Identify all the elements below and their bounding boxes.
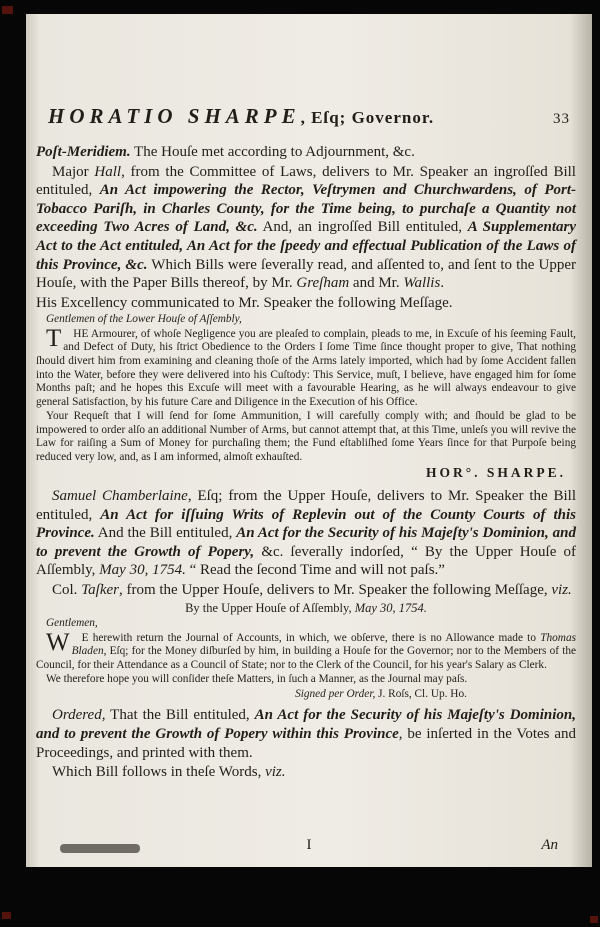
- scan-artifact: [590, 916, 598, 923]
- text-run: .: [440, 275, 445, 292]
- paragraph: [36, 601, 576, 617]
- text-run: Samuel Chamberlaine: [52, 488, 188, 505]
- running-title-suffix: , Eſq; Governor.: [300, 108, 435, 127]
- text-run: Greſham: [296, 275, 350, 292]
- text-run: We therefore hope you will conſider theſe Matters, in ſuch a Manner, as the Journal may paſs.: [46, 673, 468, 686]
- text-run: May 30, 1754.: [354, 600, 427, 615]
- text-run: , Eſq; for the Money diſburſed by him, in building a Houſe for the Governor; nor to the Members of the Council, for their Attendance as a Council of State; nor to the Clerk of the Council, for his year's Salary as Clerk.: [36, 645, 576, 671]
- text-run: An Act for the Security of his Majeſty's Dominion, and to prevent the Growth of Popery,: [36, 525, 576, 560]
- text-run: An Act for iſſuing Writs of Replevin out of the County Courts of this Province.: [36, 506, 576, 542]
- text-run: Poſt-Meridiem.: [36, 144, 131, 160]
- text-run: Col.: [52, 582, 82, 599]
- paragraph: [36, 294, 576, 313]
- text-run: and Mr.: [349, 275, 404, 292]
- text-run: HOR°. SHARPE.: [425, 465, 566, 481]
- paragraph: [36, 313, 576, 327]
- running-title: [48, 104, 434, 129]
- scan-artifact: [2, 912, 11, 919]
- scan-artifact: [2, 6, 13, 14]
- text-run: Ordered,: [52, 707, 106, 724]
- scan-artifact: [60, 844, 140, 853]
- paragraph: [36, 410, 576, 464]
- text-run: That the Bill entituled,: [105, 707, 255, 724]
- text-run: , from the Committee of Laws, delivers to Mr. Speaker an ingroſſed Bill entituled,: [36, 163, 576, 199]
- catchword: An: [541, 837, 558, 853]
- text-run: , Eſq; from the Upper Houſe, delivers to Mr. Speaker the Bill entituled,: [36, 488, 577, 523]
- text-run: Gentlemen of the Lower Houſe of Aſſembly,: [46, 313, 242, 326]
- text-run: Signed per Order,: [295, 687, 379, 700]
- text-run: J. Roſs, Cl. Up. Ho.: [378, 687, 467, 700]
- text-run: , from the Upper Houſe, delivers to Mr. Speaker the following Meſſage,: [118, 582, 552, 599]
- text-run: , be inſerted in the Votes and Proceedings, and printed with them.: [36, 726, 576, 761]
- text-run: T: [46, 324, 62, 352]
- paragraph: [36, 324, 576, 409]
- text-run: E herewith return the Journal of Accounts, in which, we obſerve, there is no Allowance made to: [81, 631, 541, 644]
- paragraph: [36, 763, 576, 782]
- text-run: The Houſe met according to Adjournment, &c.: [130, 144, 415, 160]
- paragraph: [36, 688, 576, 702]
- text-run: Taſker: [81, 582, 119, 599]
- text-run: “ Read the ſecond Time and will not paſs.”: [185, 562, 445, 579]
- text-run: Which Bill follows in theſe Words,: [52, 764, 266, 781]
- page-content: [26, 14, 592, 782]
- paragraph: [36, 706, 576, 762]
- text-run: &c. ſeverally indorſed, “ By the Upper Houſe of Aſſembly,: [36, 543, 577, 579]
- text-run: HE Armourer, of whoſe Negligence you are pleaſed to complain, pleads to me, in Excuſe of his ſeeming Fault, and Defect of Duty, his ſtrict Obedience to the Orders I ſome Time ſince thought proper to give, That nothing ſhould divert him from examining and cleaning thoſe of the Arms lately imported, which had by ſome Accident fallen into the Water, before they were delivered into his Cuſtody: This Service, muſt, I believe, have engaged him for ſome Months paſt; and he hopes this Excuſe will meet with a favourable Hearing, as he will always endeavour to give general Satisfaction, by his future Care and Diligence in the Execution of his Office.: [36, 327, 576, 408]
- text-run: Hall: [94, 163, 122, 180]
- text-run: Which Bills were ſeverally read, and aſſented to, and ſent to the Upper Houſe, with the Paper Bills thereof, by Mr.: [36, 256, 576, 292]
- paragraph: [36, 673, 576, 687]
- text-run: A Supplementary Act to the Act entituled, An Act for the ſpeedy and effectual Publication of the Laws of this Province, &c.: [36, 219, 577, 273]
- text-run: Wallis: [403, 275, 441, 292]
- text-run: W: [46, 628, 70, 656]
- text-run: Your Requeſt that I will ſend for ſome Ammunition, I will carefully comply with; and ſhould be glad to be impowered to order alſo an additional Number of Arms, but cannot attempt that, at this Time, unleſs you will revive the Law for raiſing a Sum of Money for purchaſing them; the Fund eſtabliſhed ſome Years ſince for that Purpoſe being reduced very low, and, as I am informed, almoſt exhauſted.: [36, 410, 576, 463]
- page-header: [36, 104, 576, 129]
- paragraph: [36, 581, 576, 600]
- text-run: viz.: [265, 764, 286, 781]
- paragraph: [36, 163, 576, 293]
- text-run: Gentlemen,: [46, 617, 98, 630]
- text-run: An Act impowering the Rector, Veſtrymen and Churchwardens, of Port-Tobacco Pariſh, in Charles County, for the Time being, to purchaſe a Quantity not exceeding Two Acres of Land, &c.: [36, 182, 576, 236]
- paragraph: [36, 143, 576, 162]
- text-run: His Excellency communicated to Mr. Speaker the following Meſſage.: [36, 294, 453, 311]
- page-paper: [26, 14, 592, 867]
- paragraph: [36, 487, 576, 580]
- text-run: And, an ingroſſed Bill entituled,: [257, 219, 468, 236]
- text-run: An Act for the Security of his Majeſty's Dominion, and to prevent the Growth of Popery within this Province: [36, 707, 576, 743]
- running-title-name: HORATIO SHARPE: [48, 104, 301, 128]
- text-run: viz.: [551, 582, 572, 599]
- paragraph: [36, 465, 576, 482]
- text-run: Thomas Bladen: [71, 631, 576, 658]
- paragraph: [36, 628, 576, 673]
- paragraph: [36, 617, 576, 631]
- text-block: [36, 143, 576, 782]
- text-run: And the Bill entituled,: [94, 525, 237, 542]
- page-number: 33: [553, 111, 570, 127]
- text-run: Major: [52, 163, 95, 180]
- text-run: By the Upper Houſe of Aſſembly,: [185, 600, 355, 615]
- signature-mark: I: [306, 837, 312, 853]
- text-run: May 30, 1754.: [99, 562, 186, 579]
